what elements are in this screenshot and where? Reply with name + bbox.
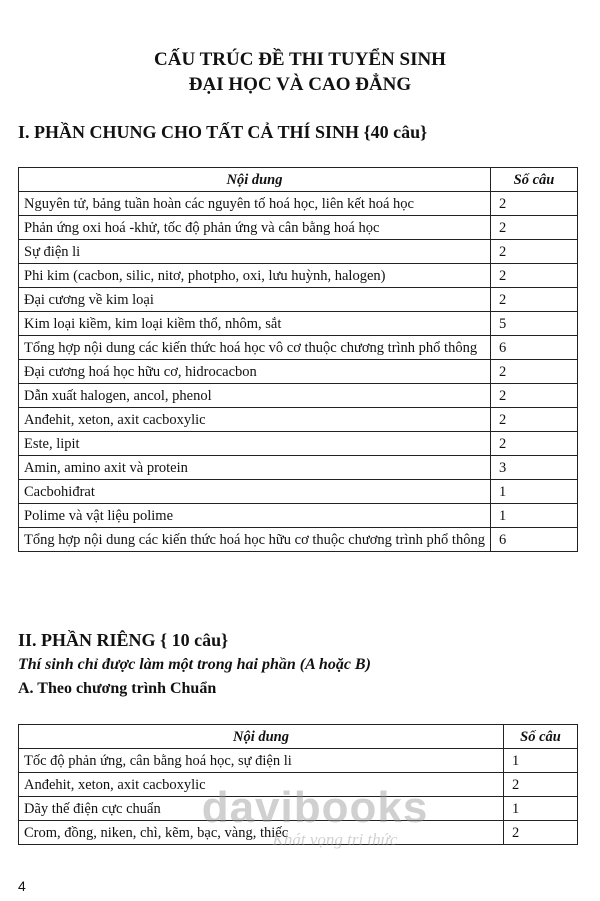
row-content: Tổng hợp nội dung các kiến thức hoá học hữu cơ thuộc chương trình phổ thông <box>19 528 491 552</box>
column-header-content: Nội dung <box>19 725 504 749</box>
row-count: 1 <box>504 797 578 821</box>
row-count: 2 <box>491 216 578 240</box>
row-content: Đại cương hoá học hữu cơ, hidrocacbon <box>19 360 491 384</box>
table-row <box>19 797 578 821</box>
column-header-count: Số câu <box>491 168 578 192</box>
row-content: Phản ứng oxi hoá -khử, tốc độ phản ứng và cân bằng hoá học <box>19 216 491 240</box>
row-content: Tổng hợp nội dung các kiến thức hoá học vô cơ thuộc chương trình phổ thông <box>19 336 491 360</box>
row-count: 2 <box>491 408 578 432</box>
title-line-1: CẤU TRÚC ĐỀ THI TUYỂN SINH <box>154 49 446 70</box>
row-count: 6 <box>491 528 578 552</box>
row-count: 3 <box>491 456 578 480</box>
row-content: Tốc độ phản ứng, cân bằng hoá học, sự điện li <box>19 749 504 773</box>
table-row <box>19 528 578 552</box>
row-content: Crom, đồng, niken, chì, kẽm, bạc, vàng, thiếc <box>19 821 504 845</box>
table-row <box>19 480 578 504</box>
row-count: 2 <box>491 288 578 312</box>
row-count: 2 <box>491 192 578 216</box>
table-row <box>19 288 578 312</box>
row-content: Anđehit, xeton, axit cacboxylic <box>19 408 491 432</box>
table-row <box>19 360 578 384</box>
row-count: 2 <box>491 360 578 384</box>
row-content: Este, lipit <box>19 432 491 456</box>
table-row <box>19 216 578 240</box>
row-content: Dẫn xuất halogen, ancol, phenol <box>19 384 491 408</box>
part2-heading: II. PHẦN RIÊNG { 10 câu} <box>18 630 229 650</box>
row-content: Dãy thế điện cực chuẩn <box>19 797 504 821</box>
row-content: Sự điện li <box>19 240 491 264</box>
column-header-content: Nội dung <box>19 168 491 192</box>
part2-table <box>18 724 578 845</box>
row-count: 2 <box>504 773 578 797</box>
row-count: 6 <box>491 336 578 360</box>
table-row <box>19 821 578 845</box>
table-row <box>19 384 578 408</box>
row-content: Cacbohiđrat <box>19 480 491 504</box>
table-row <box>19 336 578 360</box>
row-count: 2 <box>504 821 578 845</box>
row-content: Kim loại kiềm, kim loại kiềm thổ, nhôm, sắt <box>19 312 491 336</box>
row-content: Amin, amino axit và protein <box>19 456 491 480</box>
table-row <box>19 264 578 288</box>
row-count: 1 <box>504 749 578 773</box>
title-line-2: ĐẠI HỌC VÀ CAO ĐẲNG <box>188 74 412 95</box>
row-content: Anđehit, xeton, axit cacboxylic <box>19 773 504 797</box>
table-row <box>19 749 578 773</box>
table-row <box>19 504 578 528</box>
table-row <box>19 312 578 336</box>
table-header-row <box>19 725 578 749</box>
table-header-row <box>19 168 578 192</box>
table-row <box>19 773 578 797</box>
row-content: Nguyên tử, bảng tuần hoàn các nguyên tố hoá học, liên kết hoá học <box>19 192 491 216</box>
row-count: 2 <box>491 432 578 456</box>
row-count: 5 <box>491 312 578 336</box>
page-number: 4 <box>18 878 26 894</box>
row-count: 2 <box>491 264 578 288</box>
table-row <box>19 432 578 456</box>
table-row <box>19 192 578 216</box>
part2-note: Thí sinh chỉ được làm một trong hai phần (A hoặc B) <box>18 656 371 673</box>
row-count: 2 <box>491 384 578 408</box>
watermark-tagline: Khát vọng tri thức <box>272 830 398 849</box>
part1-heading: I. PHẦN CHUNG CHO TẤT CẢ THÍ SINH {40 câu} <box>18 122 428 142</box>
part1-table <box>18 167 578 552</box>
section-a-heading: A. Theo chương trình Chuẩn <box>18 680 217 697</box>
row-content: Polime và vật liệu polime <box>19 504 491 528</box>
row-count: 2 <box>491 240 578 264</box>
table-row <box>19 240 578 264</box>
row-content: Đại cương về kim loại <box>19 288 491 312</box>
row-content: Phi kim (cacbon, silic, nitơ, photpho, oxi, lưu huỳnh, halogen) <box>19 264 491 288</box>
table-row <box>19 408 578 432</box>
row-count: 1 <box>491 504 578 528</box>
row-count: 1 <box>491 480 578 504</box>
column-header-count: Số câu <box>504 725 578 749</box>
watermark-brand: davibooks <box>201 783 429 832</box>
table-row <box>19 456 578 480</box>
